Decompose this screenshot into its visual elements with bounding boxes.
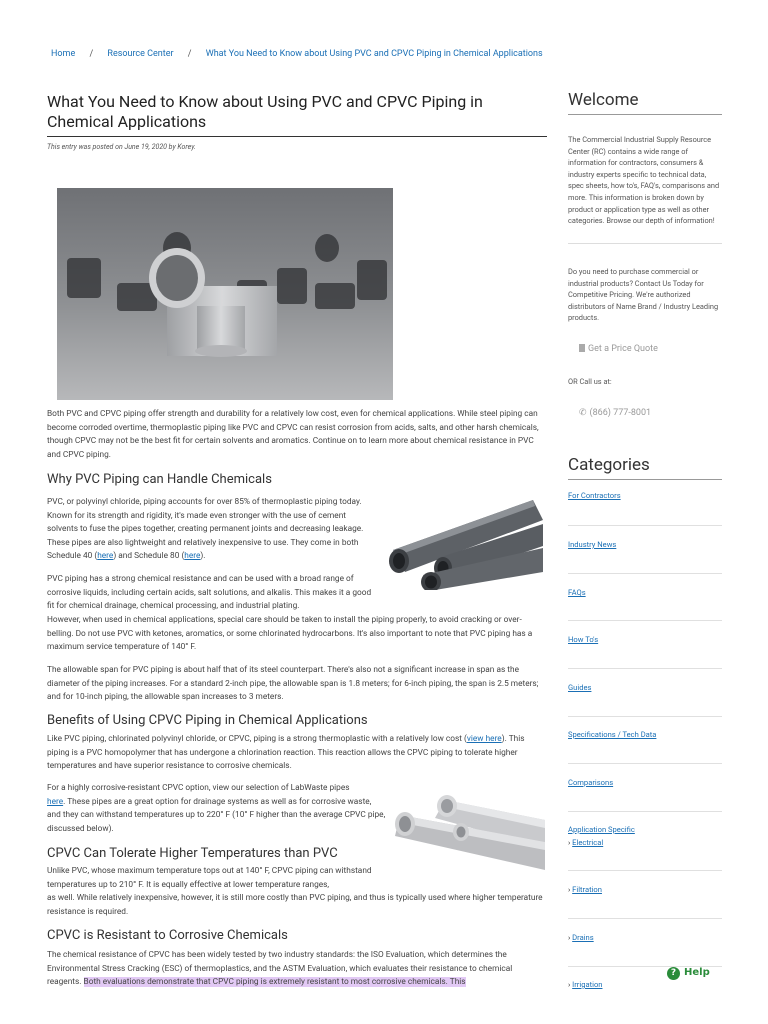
phone-icon: ✆: [579, 408, 587, 418]
category-for-contractors[interactable]: [568, 491, 722, 500]
welcome-heading: Welcome: [568, 90, 639, 110]
section-heading-pvc: Why PVC Piping can Handle Chemicals: [47, 472, 272, 487]
section-heading-cpvc-benefits: Benefits of Using CPVC Piping in Chemical Applications: [47, 713, 368, 728]
schedule-80-link[interactable]: here: [184, 551, 201, 561]
p5-text: For a highly corrosive-resistant CPVC option, view our selection of LabWaste pipes: [47, 783, 350, 793]
category-application-specific[interactable]: [568, 825, 722, 834]
category-divider: [568, 668, 722, 669]
categories-heading: Categories: [568, 455, 650, 475]
pvc-intro-paragraph: [47, 496, 377, 564]
breadcrumb-home[interactable]: Home: [51, 49, 76, 59]
page-title: What You Need to Know about Using PVC and CPVC Piping in Chemical Applications: [47, 92, 483, 131]
chevron-right-icon: ›: [568, 838, 571, 847]
category-link[interactable]: Comparisons: [568, 778, 614, 787]
category-how-tos[interactable]: [568, 635, 722, 644]
category-guides[interactable]: [568, 683, 722, 692]
category-divider: [568, 870, 722, 871]
pvc-resistance-paragraph: PVC piping has a strong chemical resistance and can be used with a broad range of corrosive liquids, including certain acids, salt solutions, and alkalis. This makes it a good fit for chemical drainage, chemical processing, and industrial plating.: [47, 574, 372, 611]
help-icon: ?: [667, 967, 680, 980]
phone-number-link[interactable]: [579, 408, 651, 418]
category-comparisons[interactable]: [568, 778, 722, 787]
cpvc-corrosion-paragraph: [47, 949, 547, 990]
category-link[interactable]: For Contractors: [568, 491, 621, 500]
intro-paragraph: Both PVC and CPVC piping offer strength and durability for a relatively low cost, even for chemical applications. While steel piping can become corroded overtime, thermoplastic piping like PVC and CPVC can resist corrosion from acids, salts, and other harsh chemicals, though CPVC may not be the best fit for certain solvents and aromatics. Continue on to learn more about chemical resistance in PVC and CPVC piping.: [47, 409, 539, 460]
sidebar-welcome: [568, 90, 722, 244]
subcategory-electrical[interactable]: [568, 838, 722, 847]
section-heading-cpvc-temperature: CPVC Can Tolerate Higher Temperatures than PVC: [47, 846, 338, 861]
category-specifications[interactable]: [568, 730, 722, 739]
phone-number: (866) 777-8001: [589, 408, 652, 418]
category-divider: [568, 573, 722, 574]
category-divider: [568, 716, 722, 717]
purchase-text: Do you need to purchase commercial or industrial products? Contact Us Today for Competitive Pricing. We're authorized distributors of Name Brand / Industry Leading products.: [568, 267, 719, 323]
labwaste-paragraph: [47, 782, 387, 836]
breadcrumb-current[interactable]: What You Need to Know about Using PVC and CPVC Piping in Chemical Applications: [205, 49, 543, 59]
cpvc-temp-paragraph-a: Unlike PVC, whose maximum temperature tops out at 140° F, CPVC piping can withstand temperatures up to 210° F. It is equally effective at lower temperature ranges,: [47, 866, 372, 890]
breadcrumb-separator: /: [187, 49, 192, 59]
highlighted-text: Both evaluations demonstrate that CPVC piping is extremely resistant to most corrosive chemicals. This: [83, 977, 466, 987]
subcategory-link[interactable]: Irrigation: [572, 980, 603, 989]
chevron-right-icon: ›: [568, 980, 571, 989]
chevron-right-icon: ›: [568, 885, 571, 894]
p7-text: The chemical resistance of CPVC has been widely tested by two industry standards: the ISO Evaluation, which determines the Environmental Stress Cracking (ESC) of thermoplastics, and the ASTM Evaluation, which evaluates their resistance to chemical reagents.: [47, 950, 513, 987]
p4-text: Like PVC piping, chlorinated polyvinyl chloride, or CPVC, piping is a strong thermoplastic with a relatively low cost (: [47, 734, 467, 744]
pvc-pipes-image: [383, 490, 543, 590]
cpvc-intro-paragraph: [47, 733, 547, 774]
subcategory-irrigation[interactable]: [568, 980, 722, 989]
hero-image-pvc-tee: [57, 188, 393, 400]
get-price-quote-button[interactable]: [579, 344, 658, 354]
p1-mid: ) and Schedule 80 (: [113, 551, 185, 561]
category-link[interactable]: Industry News: [568, 540, 617, 549]
p1-end: ).: [200, 551, 206, 561]
subcategory-filtration[interactable]: [568, 885, 722, 894]
category-divider: [568, 620, 722, 621]
quote-label: Get a Price Quote: [588, 344, 658, 354]
category-link[interactable]: Specifications / Tech Data: [568, 730, 657, 739]
category-link[interactable]: Application Specific: [568, 825, 635, 834]
welcome-separator: [568, 243, 722, 244]
cpvc-temp-paragraph-b: as well. While relatively inexpensive, however, it is still more costly than PVC piping, and thus is typically used where higher temperature resistance is required.: [47, 893, 543, 917]
p1-text: PVC, or polyvinyl chloride, piping accounts for over 85% of thermoplastic piping today. Known for its strength and rigidity, it's made even stronger with the use of cement solvents to fuse the pipes together, creating permanent joints and decreasing leakage. These pipes are also lightweight and relatively inexpensive to use. They come in both Schedule 40 (: [47, 497, 364, 561]
category-link[interactable]: Guides: [568, 683, 592, 692]
chevron-right-icon: ›: [568, 933, 571, 942]
category-link[interactable]: How To's: [568, 635, 599, 644]
article-header: [47, 92, 547, 151]
call-us-label: OR Call us at:: [568, 377, 612, 386]
view-here-link[interactable]: view here: [466, 734, 502, 744]
p4-end: ). This piping is a PVC homopolymer that has undergone a chlorination reaction. This reaction allows the CPVC piping to tolerate higher temperatures and have superior resistance to corrosive chemicals.: [47, 734, 525, 771]
breadcrumb-separator: /: [89, 49, 94, 59]
category-industry-news[interactable]: [568, 540, 722, 549]
category-divider: [568, 763, 722, 764]
title-divider: [47, 136, 547, 137]
welcome-text: The Commercial Industrial Supply Resource Center (RC) contains a wide range of information for contractors, consumers & industry experts specific to technical data, spec sheets, how to's, FAQ's, comparisons and more. This information is broken down by product or application type as well as other categories. Browse our depth of information!: [568, 135, 720, 226]
category-link[interactable]: FAQs: [568, 588, 586, 597]
subcategory-drains[interactable]: [568, 933, 722, 942]
category-divider: [568, 811, 722, 812]
section-heading-cpvc-corrosion: CPVC is Resistant to Corrosive Chemicals: [47, 928, 288, 943]
subcategory-link[interactable]: Electrical: [572, 838, 604, 847]
pvc-fittings-photo: [57, 188, 393, 400]
help-widget[interactable]: [667, 967, 710, 980]
category-divider: [568, 918, 722, 919]
subcategory-link[interactable]: Filtration: [572, 885, 602, 894]
breadcrumb: [51, 49, 543, 59]
cpvc-pipes-image: [395, 780, 545, 875]
schedule-40-link[interactable]: here: [97, 551, 114, 561]
help-label: Help: [684, 967, 710, 978]
category-divider: [568, 525, 722, 526]
p5-end: . These pipes are a great option for drainage systems as well as for corrosive waste, and they can withstand temperatures up to 220° F (10° F higher than the average CPVC pipe, discussed below).: [47, 796, 386, 834]
categories-divider: [568, 479, 722, 480]
labwaste-here-link[interactable]: here: [47, 796, 64, 807]
category-faqs[interactable]: [568, 588, 722, 597]
categories-header: [568, 455, 722, 480]
pvc-care-paragraph: However, when used in chemical applications, special care should be taken to install the piping properly, to avoid cracking or over-belling. Do not use PVC with ketones, aromatics, or some chlorinated hydrocarbons. It's also important to note that PVC piping has a maximum service temperature of 140° F.: [47, 615, 533, 652]
post-meta: This entry was posted on June 19, 2020 by Korey.: [47, 143, 196, 151]
welcome-divider: [568, 114, 722, 115]
subcategory-link[interactable]: Drains: [572, 933, 594, 942]
breadcrumb-resource-center[interactable]: Resource Center: [107, 49, 174, 59]
pvc-span-paragraph: The allowable span for PVC piping is about half that of its steel counterpart. There's also not a significant increase in span as the diameter of the piping increases. For a standard 2-inch pipe, the allowable span is 1.8 meters; for 6-inch piping, the span is 2.5 meters; and for 10-inch piping, the allowable span increases to 3 meters.: [47, 665, 539, 702]
document-icon: [579, 344, 585, 352]
